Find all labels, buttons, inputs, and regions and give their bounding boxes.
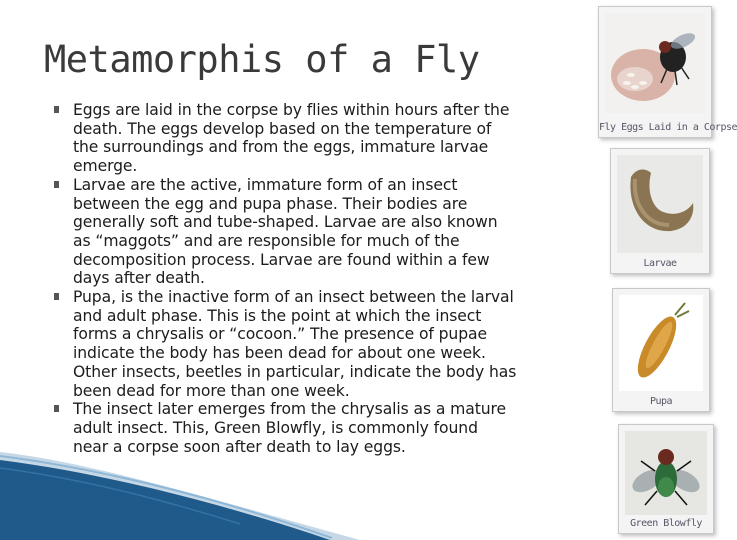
- bullet-marker: [54, 293, 59, 300]
- bullet-line: death. The eggs develop based on the temperature of: [73, 119, 492, 138]
- pupa-photo-card: [612, 288, 710, 412]
- bullet-line: been dead for more than one week.: [73, 381, 350, 400]
- bullet-line: Pupa, is the inactive form of an insect between the larval: [73, 288, 514, 307]
- decorative-swoosh: [0, 437, 720, 540]
- bullet-marker: [54, 405, 59, 412]
- pupa-caption: Pupa: [649, 396, 673, 407]
- slide-title: Metamorphis of a Fly: [44, 38, 480, 81]
- bullet-line: decomposition process. Larvae are found within a few: [73, 250, 490, 269]
- bullet-marker: [54, 181, 59, 188]
- eggs-caption: Fly Eggs Laid in a Corpse: [599, 122, 737, 133]
- blowfly-caption: Green Blowfly: [630, 518, 702, 529]
- bullet-line: between the egg and pupa phase. Their bodies are: [73, 194, 468, 213]
- pupa-photo: [619, 295, 703, 391]
- bullet-pupa: [54, 288, 602, 400]
- bullet-line: emerge.: [73, 157, 138, 176]
- bullet-line: days after death.: [73, 269, 205, 288]
- bullet-larvae: [54, 176, 602, 288]
- bullet-line: forms a chrysalis or “cocoon.” The presence of pupae: [73, 325, 487, 344]
- bullet-line: as “maggots” and are responsible for much of the: [73, 231, 460, 250]
- fly-eggs-photo: [605, 13, 705, 113]
- bullet-line: indicate the body has been dead for about one week.: [73, 344, 486, 363]
- bullet-line: adult insect. This, Green Blowfly, is commonly found: [73, 418, 478, 437]
- larvae-photo-card: [610, 148, 710, 274]
- bullet-eggs: [54, 101, 602, 176]
- bullet-line: near a corpse soon after death to lay eggs.: [73, 437, 406, 456]
- bullet-line: generally soft and tube-shaped. Larvae are also known: [73, 213, 498, 232]
- larvae-photo: [617, 155, 703, 253]
- bullet-line: and adult phase. This is the point at which the insect: [73, 306, 482, 325]
- bullet-line: The insect later emerges from the chrysalis as a mature: [73, 400, 506, 419]
- bullet-line: Larvae are the active, immature form of an insect: [73, 175, 458, 194]
- bullet-list: [54, 101, 602, 456]
- bullet-marker: [54, 106, 59, 113]
- bullet-line: Other insects, beetles in particular, indicate the body has: [73, 362, 517, 381]
- bullet-line: the surroundings and from the eggs, immature larvae: [73, 138, 489, 157]
- larvae-caption: Larvae: [643, 258, 677, 269]
- bullet-line: Eggs are laid in the corpse by flies within hours after the: [73, 101, 510, 119]
- eggs-photo-card: [598, 6, 737, 138]
